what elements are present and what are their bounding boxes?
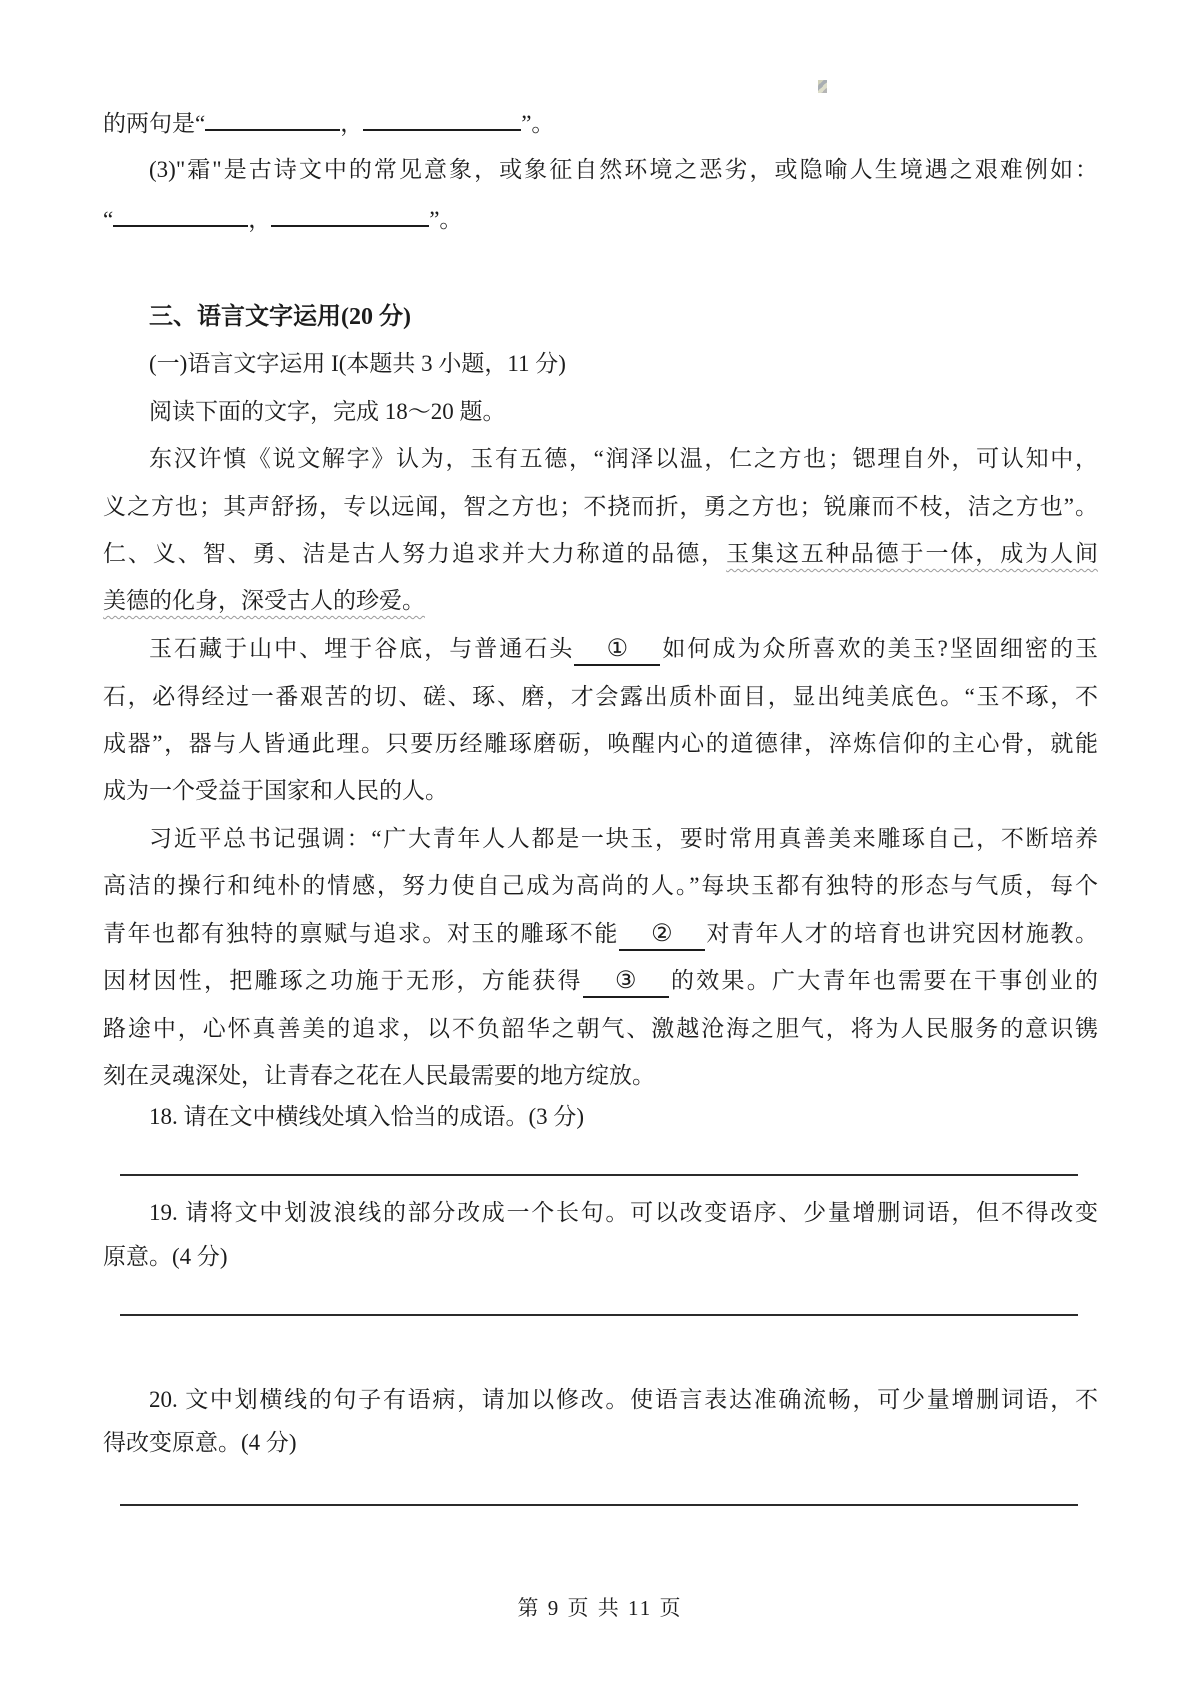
intro-line-1-close: ”。	[521, 111, 555, 136]
intro-line-3-close: ”。	[429, 207, 463, 232]
circled-number-3: ③	[614, 968, 637, 994]
answer-line-18	[120, 1174, 1078, 1176]
intro-line-3	[103, 203, 1098, 235]
question-19-line-2: 原意。(4 分)	[103, 1244, 228, 1269]
section-heading: 三、语言文字运用(20 分)	[149, 304, 411, 330]
intro-line-2: (3)"霜"是古诗文中的常见意象，或象征自然环境之恶劣，或隐喻人生境遇之艰难例如：	[149, 157, 1098, 182]
passage2-line-1-pre: 玉石藏于山中、埋于谷底，与普通石头	[149, 636, 575, 661]
passage1-line-2: 义之方也；其声舒扬，专以远闻，智之方也；不挠而折，勇之方也；锐廉而不枝，洁之方也”。	[103, 494, 1098, 519]
blank-underline	[271, 203, 429, 227]
circled-number-2: ②	[651, 921, 673, 947]
passage2-line-4: 成为一个受益于国家和人民的人。	[103, 778, 448, 803]
passage3-line-6: 刻在灵魂深处，让青春之花在人民最需要的地方绽放。	[103, 1063, 655, 1088]
passage2-line-2: 石，必得经过一番艰苦的切、磋、琢、磨，才会露出质朴面目，显出纯美底色。“玉不琢，不	[103, 684, 1098, 709]
passage3-line-3-pre: 青年也都有独特的禀赋与追求。对玉的雕琢不能	[103, 921, 619, 946]
question-19-line-1: 19. 请将文中划波浪线的部分改成一个长句。可以改变语序、少量增删词语，但不得改变	[149, 1200, 1098, 1225]
intro-line-3-pre: “	[103, 207, 114, 232]
blank-underline	[205, 107, 340, 131]
reading-instruction: 阅读下面的文字，完成 18～20 题。	[149, 399, 506, 424]
blank-1	[574, 634, 660, 666]
passage2-line-1	[103, 634, 1098, 666]
question-18: 18. 请在文中横线处填入恰当的成语。(3 分)	[149, 1104, 585, 1129]
passage3-line-4	[103, 966, 1098, 998]
question-20-line-1: 20. 文中划横线的句子有语病，请加以修改。使语言表达准确流畅，可少量增删词语，不	[149, 1387, 1098, 1412]
question-20-line-2: 得改变原意。(4 分)	[103, 1430, 297, 1455]
scan-artifact	[818, 80, 827, 93]
blank-2	[619, 919, 705, 951]
passage3-line-4-post: 的效果。广大青年也需要在干事创业的	[668, 968, 1098, 993]
passage3-line-1: 习近平总书记强调：“广大青年人人都是一块玉，要时常用真善美来雕琢自己，不断培养	[149, 826, 1098, 851]
passage1-line-3	[103, 539, 1098, 569]
passage2-line-3: 成器”，器与人皆通此理。只要历经雕琢磨砺，唤醒内心的道德律，淬炼信仰的主心骨，就能	[103, 731, 1098, 756]
passage3-line-2: 高洁的操行和纯朴的情感，努力使自己成为高尚的人。”每块玉都有独特的形态与气质，每个	[103, 873, 1098, 898]
passage1-line-4	[103, 586, 1098, 616]
passage3-line-3-post: 对青年人才的培育也讲究因材施教。	[704, 921, 1099, 946]
intro-line-1	[103, 107, 1098, 139]
wavy-underlined-text: 美德的化身，深受古人的珍爱。	[103, 588, 425, 613]
passage3-line-3	[103, 919, 1098, 951]
passage3-line-4-pre: 因材因性，把雕琢之功施于无形，方能获得	[103, 968, 583, 993]
blank-3	[583, 966, 669, 998]
intro-line-1-comma: ，	[340, 111, 364, 136]
intro-line-3-comma: ，	[248, 207, 272, 232]
blank-underline	[363, 107, 521, 131]
passage3-line-5: 路途中，心怀真善美的追求，以不负韶华之朝气、激越沧海之胆气，将为人民服务的意识镌	[103, 1016, 1098, 1041]
passage1-line-1: 东汉许慎《说文解字》认为，玉有五德，“润泽以温，仁之方也；锶理自外，可认知中，	[149, 446, 1098, 471]
answer-line-20	[120, 1504, 1078, 1506]
answer-line-19	[120, 1314, 1078, 1316]
passage2-line-1-post: 如何成为众所喜欢的美玉?坚固细密的玉	[660, 636, 1099, 661]
blank-underline	[113, 203, 248, 227]
circled-number-1: ①	[606, 636, 629, 662]
intro-line-1-pre: 的两句是“	[103, 111, 206, 136]
section-subheading: (一)语言文字运用 I(本题共 3 小题，11 分)	[149, 351, 566, 376]
page-footer: 第 9 页 共 11 页	[517, 1596, 683, 1620]
passage1-line-3-plain: 仁、义、智、勇、洁是古人努力追求并大力称道的品德，	[103, 541, 727, 566]
wavy-underlined-text: 玉集这五种品德于一体，成为人间	[726, 541, 1099, 566]
